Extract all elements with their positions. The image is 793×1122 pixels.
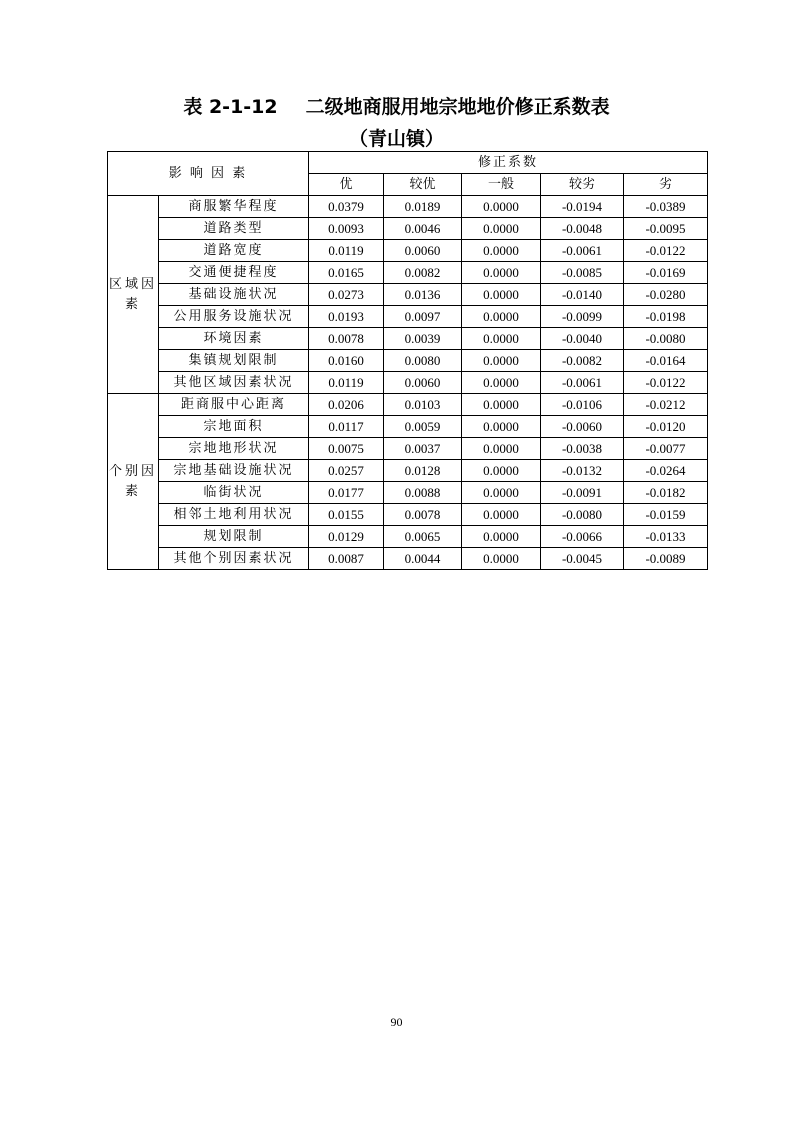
coefficient-cell: 0.0000 bbox=[462, 372, 541, 394]
factor-name: 道路类型 bbox=[159, 218, 309, 240]
coefficient-cell: 0.0065 bbox=[384, 526, 462, 548]
factor-name: 距商服中心距离 bbox=[159, 394, 309, 416]
factor-name: 公用服务设施状况 bbox=[159, 306, 309, 328]
coefficient-cell: 0.0087 bbox=[309, 548, 384, 570]
coefficient-cell: 0.0177 bbox=[309, 482, 384, 504]
coefficient-cell: -0.0091 bbox=[541, 482, 624, 504]
coefficient-cell: -0.0061 bbox=[541, 240, 624, 262]
coefficient-cell: 0.0059 bbox=[384, 416, 462, 438]
coefficient-cell: 0.0136 bbox=[384, 284, 462, 306]
table-row bbox=[108, 438, 708, 460]
coefficient-cell: 0.0000 bbox=[462, 482, 541, 504]
factor-name: 宗地面积 bbox=[159, 416, 309, 438]
group-label: 区域因素 bbox=[108, 196, 159, 394]
table-row bbox=[108, 328, 708, 350]
factor-name: 宗地基础设施状况 bbox=[159, 460, 309, 482]
coefficient-cell: 0.0093 bbox=[309, 218, 384, 240]
coefficient-cell: 0.0037 bbox=[384, 438, 462, 460]
coefficient-cell: -0.0194 bbox=[541, 196, 624, 218]
coefficient-cell: -0.0080 bbox=[541, 504, 624, 526]
coefficient-cell: 0.0000 bbox=[462, 284, 541, 306]
coefficient-cell: 0.0189 bbox=[384, 196, 462, 218]
factor-name: 集镇规划限制 bbox=[159, 350, 309, 372]
coefficient-cell: 0.0000 bbox=[462, 240, 541, 262]
header-grade: 较优 bbox=[384, 174, 462, 196]
coefficient-cell: 0.0000 bbox=[462, 350, 541, 372]
table-row bbox=[108, 306, 708, 328]
header-grade: 劣 bbox=[624, 174, 708, 196]
header-grade: 较劣 bbox=[541, 174, 624, 196]
factor-name: 临街状况 bbox=[159, 482, 309, 504]
coefficient-cell: -0.0212 bbox=[624, 394, 708, 416]
coefficient-cell: -0.0099 bbox=[541, 306, 624, 328]
coefficient-cell: 0.0000 bbox=[462, 460, 541, 482]
coefficient-cell: 0.0117 bbox=[309, 416, 384, 438]
coefficient-cell: 0.0082 bbox=[384, 262, 462, 284]
table-row bbox=[108, 372, 708, 394]
coefficient-cell: 0.0097 bbox=[384, 306, 462, 328]
coefficient-cell: 0.0000 bbox=[462, 548, 541, 570]
coefficient-cell: 0.0379 bbox=[309, 196, 384, 218]
coefficient-cell: -0.0045 bbox=[541, 548, 624, 570]
coefficient-cell: 0.0206 bbox=[309, 394, 384, 416]
coefficient-cell: 0.0046 bbox=[384, 218, 462, 240]
coefficient-cell: -0.0106 bbox=[541, 394, 624, 416]
table-row bbox=[108, 482, 708, 504]
header-row-1 bbox=[108, 152, 708, 174]
coefficient-cell: -0.0132 bbox=[541, 460, 624, 482]
coefficient-cell: 0.0155 bbox=[309, 504, 384, 526]
coefficient-cell: 0.0128 bbox=[384, 460, 462, 482]
table-row bbox=[108, 394, 708, 416]
table-row bbox=[108, 504, 708, 526]
coefficient-cell: -0.0133 bbox=[624, 526, 708, 548]
coefficient-cell: 0.0000 bbox=[462, 306, 541, 328]
coefficient-cell: -0.0048 bbox=[541, 218, 624, 240]
coefficient-cell: -0.0120 bbox=[624, 416, 708, 438]
coefficient-cell: 0.0044 bbox=[384, 548, 462, 570]
coefficient-cell: 0.0000 bbox=[462, 504, 541, 526]
coefficient-cell: 0.0000 bbox=[462, 218, 541, 240]
header-grade: 一般 bbox=[462, 174, 541, 196]
coefficient-cell: 0.0257 bbox=[309, 460, 384, 482]
coefficient-cell: -0.0060 bbox=[541, 416, 624, 438]
coefficient-cell: -0.0140 bbox=[541, 284, 624, 306]
header-grade: 优 bbox=[309, 174, 384, 196]
table-row bbox=[108, 284, 708, 306]
coefficient-cell: -0.0182 bbox=[624, 482, 708, 504]
table-row bbox=[108, 526, 708, 548]
header-factors: 影 响 因 素 bbox=[108, 152, 309, 196]
coefficient-cell: 0.0103 bbox=[384, 394, 462, 416]
coefficient-cell: 0.0078 bbox=[309, 328, 384, 350]
factor-name: 宗地地形状况 bbox=[159, 438, 309, 460]
table-title bbox=[0, 92, 793, 119]
coefficient-table bbox=[107, 151, 708, 570]
coefficient-cell: -0.0280 bbox=[624, 284, 708, 306]
factor-name: 规划限制 bbox=[159, 526, 309, 548]
table-row bbox=[108, 350, 708, 372]
group-label: 个别因素 bbox=[108, 394, 159, 570]
coefficient-cell: 0.0060 bbox=[384, 372, 462, 394]
coefficient-cell: -0.0169 bbox=[624, 262, 708, 284]
coefficient-cell: 0.0060 bbox=[384, 240, 462, 262]
table-number: 表 2-1-12 bbox=[183, 96, 278, 118]
coefficient-cell: -0.0066 bbox=[541, 526, 624, 548]
coefficient-cell: 0.0165 bbox=[309, 262, 384, 284]
coefficient-cell: -0.0122 bbox=[624, 372, 708, 394]
factor-name: 其他区域因素状况 bbox=[159, 372, 309, 394]
coefficient-cell: -0.0077 bbox=[624, 438, 708, 460]
coefficient-cell: 0.0000 bbox=[462, 262, 541, 284]
table-row bbox=[108, 262, 708, 284]
coefficient-cell: -0.0085 bbox=[541, 262, 624, 284]
table-row bbox=[108, 240, 708, 262]
coefficient-cell: 0.0000 bbox=[462, 196, 541, 218]
factor-name: 其他个别因素状况 bbox=[159, 548, 309, 570]
coefficient-cell: 0.0080 bbox=[384, 350, 462, 372]
coefficient-cell: 0.0273 bbox=[309, 284, 384, 306]
coefficient-cell: 0.0088 bbox=[384, 482, 462, 504]
coefficient-cell: 0.0075 bbox=[309, 438, 384, 460]
coefficient-cell: 0.0129 bbox=[309, 526, 384, 548]
coefficient-cell: -0.0164 bbox=[624, 350, 708, 372]
coefficient-cell: 0.0078 bbox=[384, 504, 462, 526]
table-row bbox=[108, 416, 708, 438]
coefficient-cell: -0.0089 bbox=[624, 548, 708, 570]
table-row bbox=[108, 460, 708, 482]
coefficient-cell: -0.0198 bbox=[624, 306, 708, 328]
coefficient-cell: -0.0061 bbox=[541, 372, 624, 394]
coefficient-cell: 0.0000 bbox=[462, 438, 541, 460]
coefficient-cell: -0.0095 bbox=[624, 218, 708, 240]
coefficient-cell: -0.0082 bbox=[541, 350, 624, 372]
table-subtitle: （青山镇） bbox=[348, 128, 444, 150]
header-coefficient: 修正系数 bbox=[309, 152, 708, 174]
coefficient-cell: -0.0159 bbox=[624, 504, 708, 526]
table-row bbox=[108, 196, 708, 218]
coefficient-cell: 0.0000 bbox=[462, 416, 541, 438]
factor-name: 交通便捷程度 bbox=[159, 262, 309, 284]
coefficient-cell: -0.0038 bbox=[541, 438, 624, 460]
coefficient-cell: -0.0122 bbox=[624, 240, 708, 262]
table-row bbox=[108, 218, 708, 240]
coefficient-cell: 0.0119 bbox=[309, 240, 384, 262]
coefficient-cell: -0.0264 bbox=[624, 460, 708, 482]
factor-name: 环境因素 bbox=[159, 328, 309, 350]
factor-name: 道路宽度 bbox=[159, 240, 309, 262]
factor-name: 相邻土地利用状况 bbox=[159, 504, 309, 526]
coefficient-cell: 0.0193 bbox=[309, 306, 384, 328]
factor-name: 商服繁华程度 bbox=[159, 196, 309, 218]
page-number: 90 bbox=[390, 1015, 403, 1029]
coefficient-cell: 0.0039 bbox=[384, 328, 462, 350]
coefficient-cell: 0.0119 bbox=[309, 372, 384, 394]
coefficient-cell: 0.0160 bbox=[309, 350, 384, 372]
table-row bbox=[108, 548, 708, 570]
factor-name: 基础设施状况 bbox=[159, 284, 309, 306]
coefficient-cell: -0.0040 bbox=[541, 328, 624, 350]
coefficient-cell: 0.0000 bbox=[462, 394, 541, 416]
coefficient-cell: -0.0389 bbox=[624, 196, 708, 218]
table-title-text: 二级地商服用地宗地地价修正系数表 bbox=[305, 96, 610, 118]
coefficient-cell: 0.0000 bbox=[462, 328, 541, 350]
coefficient-cell: -0.0080 bbox=[624, 328, 708, 350]
coefficient-cell: 0.0000 bbox=[462, 526, 541, 548]
